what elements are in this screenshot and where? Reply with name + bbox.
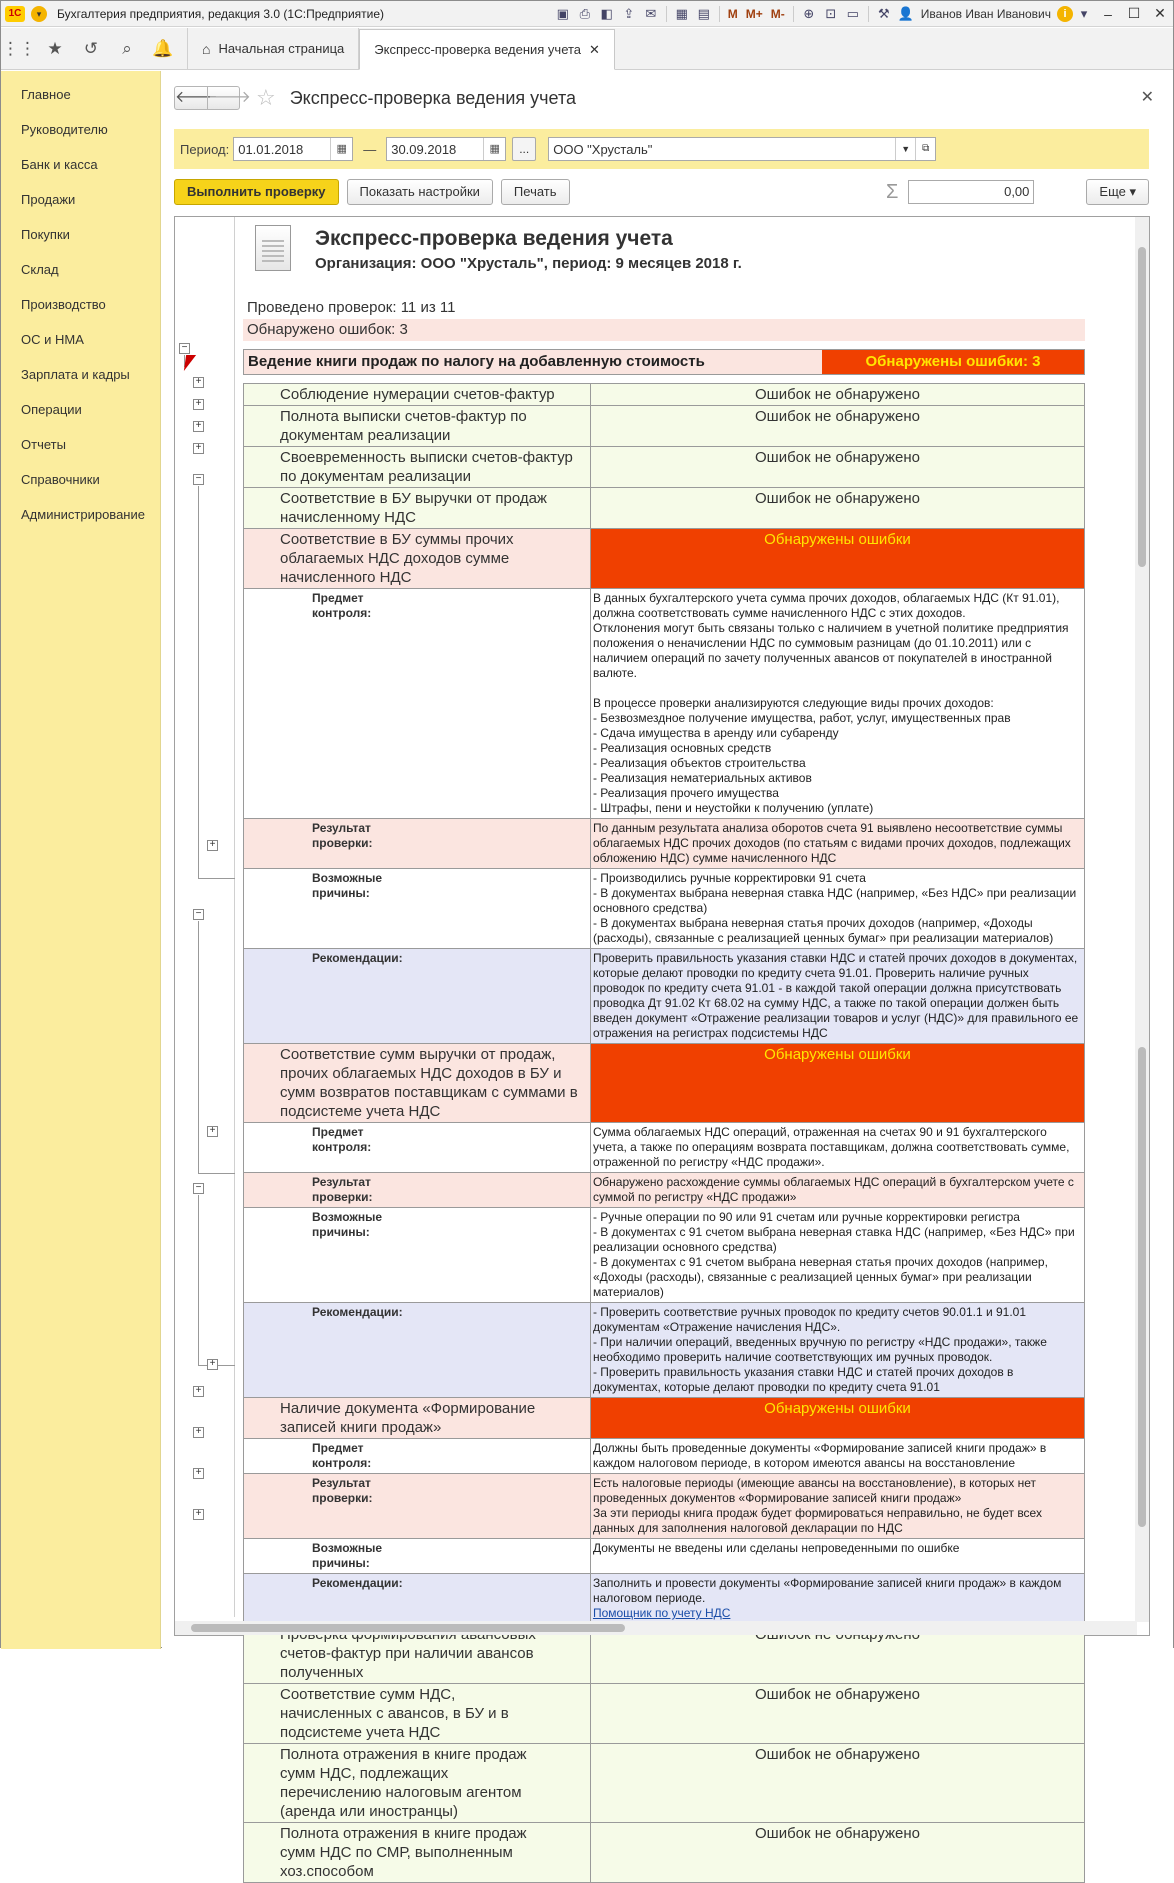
organization-value: ООО "Хрусталь": [553, 141, 653, 157]
check-row[interactable]: [244, 1398, 1085, 1439]
form-header: [174, 83, 1154, 113]
detail-value: Есть налоговые периоды (имеющие авансы на восстановление), в которых нет проведенных документов «Формирование записей книги продаж» За эти периоды книга продаж будет формироваться неправильно, не будет всех данных для заполнения налоговой декларации по НДС: [590, 1474, 1084, 1539]
command-bar: [174, 177, 1149, 207]
expand-icon[interactable]: +: [193, 1386, 204, 1397]
detail-label: Результат проверки:: [244, 1474, 591, 1539]
detail-label: Возможные причины:: [244, 1208, 591, 1303]
detail-value: [590, 1574, 1084, 1624]
show-settings-button[interactable]: Показать настройки: [347, 179, 493, 205]
save-icon[interactable]: ▣: [556, 5, 569, 21]
detail-value: - Ручные операции по 90 или 91 счетам или ручные корректировки регистра - В документах с 91 счетом выбрана неверная ставка НДС (например, «Без НДС» при реализации основного средства) - В документах с 91 счетом выбрана неверная статья прочих доходов (например, «Доходы (расходы), связанные с реализацией ценных бумаг» при реализации материалов): [590, 1208, 1084, 1303]
errors-found: Обнаружено ошибок: 3: [243, 319, 1085, 341]
detail-value: По данным результата анализа оборотов счета 91 выявлено несоответствие суммы облагаемых НДС прочих доходов (по статьям с видами прочих доходов, подлежащих обложению НДС) сумме начисленного НДС: [590, 819, 1084, 869]
sidebar-item-director[interactable]: Руководителю: [21, 122, 108, 137]
detail-value: - Производились ручные корректировки 91 счета - В документах выбрана неверная ставка НДС (например, «Без НДС» при реализации основного средства) - В документах выбрана неверная статья прочих доходов (например, «Доходы (расходы), связанные с реализацией ценных бумаг» при реализации материалов): [590, 869, 1084, 949]
user-icon: 👤: [897, 5, 914, 21]
tab-home-label: Начальная страница: [218, 41, 345, 56]
preview-icon[interactable]: ◧: [600, 5, 613, 21]
check-name: Соответствие в БУ выручки от продаж начисленному НДС: [244, 488, 591, 529]
tab-express-check[interactable]: [359, 29, 615, 70]
page-title: Экспресс-проверка ведения учета: [289, 87, 577, 108]
section-name: Ведение книги продаж по налогу на добавленную стоимость: [244, 350, 822, 374]
check-row[interactable]: [244, 447, 1085, 488]
calculator-icon[interactable]: ▦: [675, 5, 688, 21]
tree-line: [198, 486, 199, 878]
check-row[interactable]: [244, 384, 1085, 406]
check-row[interactable]: [244, 1744, 1085, 1823]
window-title: Бухгалтерия предприятия, редакция 3.0 (1С:Предприятие): [57, 6, 385, 21]
divider: [793, 6, 794, 22]
expand-icon[interactable]: +: [193, 377, 204, 388]
detail-row: [244, 1303, 1085, 1398]
expand-icon[interactable]: +: [193, 1468, 204, 1479]
vertical-scrollbar[interactable]: [1135, 217, 1149, 1622]
sigma-icon: Σ: [886, 180, 899, 203]
tools-icon[interactable]: ⚒: [877, 5, 890, 21]
period-label: Период:: [180, 141, 230, 157]
detail-value: Должны быть проведенные документы «Формирование записей книги продаж» в каждом налоговом периоде, в котором имеются авансы на восстановление: [590, 1439, 1084, 1474]
check-name: Полнота выписки счетов-фактур по документам реализации: [244, 406, 591, 447]
expand-icon[interactable]: +: [193, 1509, 204, 1520]
check-row[interactable]: [244, 406, 1085, 447]
detail-label: Предмет контроля:: [244, 589, 591, 819]
chevron-down-icon[interactable]: ▼: [895, 138, 915, 160]
collapse-icon[interactable]: −: [193, 909, 204, 920]
tree-line: [198, 878, 235, 879]
tree-line: [198, 1173, 235, 1174]
title-bar: [1, 1, 1173, 27]
memory-minus-button[interactable]: M-: [770, 6, 785, 21]
calendar-icon[interactable]: ▤: [697, 5, 710, 21]
detail-value: Документы не введены или сделаны непроведенными по ошибке: [590, 1539, 1084, 1574]
check-name: Своевременность выписки счетов-фактур по документам реализации: [244, 447, 591, 488]
check-row[interactable]: [244, 1044, 1085, 1123]
detail-label: Рекомендации:: [244, 949, 591, 1044]
print-button[interactable]: Печать: [501, 179, 570, 205]
minimize-button[interactable]: –: [1104, 5, 1112, 22]
info-icon[interactable]: i: [1057, 6, 1073, 22]
collapse-icon[interactable]: −: [193, 474, 204, 485]
date-to-value: 30.09.2018: [391, 141, 457, 157]
check-row[interactable]: [244, 1684, 1085, 1744]
calendar-icon[interactable]: ▦: [483, 138, 505, 160]
more-label: Еще: [1099, 184, 1126, 199]
check-status: Ошибок не обнаружено: [590, 406, 1084, 447]
expand-icon[interactable]: +: [193, 399, 204, 410]
expand-icon[interactable]: +: [193, 421, 204, 432]
sidebar-item-admin[interactable]: Администрирование: [21, 507, 145, 522]
detail-row: [244, 589, 1085, 819]
check-status: Ошибок не обнаружено: [590, 1684, 1084, 1744]
sidebar-item-warehouse[interactable]: Склад: [21, 262, 59, 277]
detail-value: Сумма облагаемых НДС операций, отраженная на счетах 90 и 91 бухгалтерского учета, а также по операциям возврата поставщикам, должна соответствовать сумме, отраженной по регистру «НДС продажи».: [590, 1123, 1084, 1173]
period-select-button[interactable]: ...: [512, 137, 536, 161]
history-icon[interactable]: ↺: [83, 38, 99, 58]
check-status: Обнаружены ошибки: [590, 529, 1084, 589]
close-tab-icon[interactable]: ✕: [589, 41, 600, 57]
divider: [719, 6, 720, 22]
detail-row: [244, 869, 1085, 949]
tab-express-check-label: Экспресс-проверка ведения учета: [374, 42, 582, 57]
check-status: Ошибок не обнаружено: [590, 447, 1084, 488]
close-form-icon[interactable]: ✕: [1140, 89, 1154, 106]
chevron-down-icon[interactable]: ▾: [1080, 5, 1088, 21]
check-status: Обнаружены ошибки: [590, 1398, 1084, 1439]
fullscreen-icon[interactable]: ⊡: [825, 5, 837, 21]
checks-table: [243, 383, 1085, 1883]
outline-gutter: [175, 217, 235, 1617]
check-name: Соответствие в БУ суммы прочих облагаемых НДС доходов сумме начисленного НДС: [244, 529, 591, 589]
1c-logo-icon[interactable]: 1С: [5, 6, 25, 22]
forward-arrow-icon[interactable]: 🡒: [207, 87, 239, 109]
open-icon[interactable]: ⧉: [915, 138, 935, 160]
checks-done: Проведено проверок: 11 из 11: [247, 299, 456, 316]
detail-label: Рекомендации:: [244, 1574, 591, 1624]
bell-icon[interactable]: 🔔: [152, 38, 174, 58]
export-icon[interactable]: ⇪: [623, 5, 635, 21]
scroll-thumb[interactable]: [191, 1624, 625, 1632]
check-status: Обнаружены ошибки: [590, 1044, 1084, 1123]
history-nav: [174, 86, 251, 110]
check-status: Ошибок не обнаружено: [590, 488, 1084, 529]
detail-row: [244, 1208, 1085, 1303]
detail-row: [244, 1574, 1085, 1624]
navigation-bar: [1, 28, 1173, 70]
detail-row: [244, 1474, 1085, 1539]
detail-value: Проверить правильность указания ставки НДС и статей прочих доходов в документах, которые делают проводки по кредиту счета 91.01. Проверить наличие ручных проводок по кредиту счета 91.01 - в каждой такой операции должна присутствовать проводка Дт 91.02 Кт 68.02 на сумму НДС, а также по такой операции должен быть введен документ «Отражение реализации товаров и услуг (НДС)» для правильного ее отражения на регистрах подсистемы НДС: [590, 949, 1084, 1044]
check-name: Соблюдение нумерации счетов-фактур: [244, 384, 591, 406]
filter-panel: [174, 129, 1149, 169]
zoom-icon[interactable]: ⊕: [803, 5, 815, 21]
favorite-star-icon[interactable]: ☆: [256, 85, 276, 110]
back-arrow-icon[interactable]: 🡐: [175, 89, 218, 106]
horizontal-scrollbar[interactable]: [175, 1621, 1137, 1635]
print-icon[interactable]: ⎙: [579, 5, 590, 21]
scroll-thumb[interactable]: [1138, 1047, 1146, 1527]
search-icon[interactable]: ⌕: [122, 38, 132, 58]
collapse-icon[interactable]: −: [193, 1183, 204, 1194]
apps-grid-icon[interactable]: ⋮⋮: [2, 38, 36, 58]
detail-label: Результат проверки:: [244, 819, 591, 869]
run-check-button[interactable]: Выполнить проверку: [174, 179, 339, 205]
sum-field[interactable]: 0,00: [908, 180, 1034, 204]
memory-m-button[interactable]: M: [727, 6, 738, 21]
window-icon[interactable]: ▭: [846, 5, 859, 21]
expand-icon[interactable]: +: [207, 840, 218, 851]
check-row[interactable]: [244, 488, 1085, 529]
sidebar-item-reports[interactable]: Отчеты: [21, 437, 66, 452]
close-window-button[interactable]: ✕: [1154, 5, 1166, 21]
check-row[interactable]: [244, 1823, 1085, 1883]
detail-row: [244, 1439, 1085, 1474]
date-from-field[interactable]: [233, 137, 353, 161]
detail-label: Возможные причины:: [244, 869, 591, 949]
detail-value: Обнаружено расхождение суммы облагаемых НДС операций в бухгалтерском учете с суммой по регистру «НДС продажи»: [590, 1173, 1084, 1208]
date-from-value: 01.01.2018: [238, 141, 304, 157]
sidebar-item-assets[interactable]: ОС и НМА: [21, 332, 84, 347]
period-dash: —: [363, 141, 377, 157]
more-button[interactable]: Еще ▾: [1086, 179, 1149, 205]
sidebar-item-directories[interactable]: Справочники: [21, 472, 100, 487]
scroll-thumb[interactable]: [1138, 247, 1146, 567]
detail-label: Рекомендации:: [244, 1303, 591, 1398]
expand-icon[interactable]: +: [193, 1427, 204, 1438]
sidebar-item-bank[interactable]: Банк и касса: [21, 157, 98, 172]
memory-plus-button[interactable]: M+: [745, 6, 763, 21]
report-subtitle: Организация: ООО "Хрусталь", период: 9 месяцев 2018 г.: [315, 255, 742, 272]
home-icon: ⌂: [202, 40, 211, 57]
detail-value: В данных бухгалтерского учета сумма прочих доходов, облагаемых НДС (Кт 91.01), должна соответствовать сумме начисленного НДС с этих доходов. Отклонения могут быть связаны только с наличием в учетной политике предприятия положения о неначислении НДС по суммовым разницам (до 01.10.2011) или с наличием операций по зачету полученных авансов от покупателей в иностранной валюте. В процессе проверки анализируются следующие виды прочих доходов: - Безвозмездное получение имущества, работ, услуг, имущественных прав - Сдача имущества в аренду или субаренду - Реализация основных средств - Реализация объектов строительства - Реализация нематериальных активов - Реализация прочего имущества - Штрафы, пени и неустойки к получению (уплате): [590, 589, 1084, 819]
detail-row: [244, 1539, 1085, 1574]
vat-assistant-link[interactable]: Помощник по учету НДС: [592, 1606, 731, 1620]
collapse-section-icon[interactable]: −: [179, 343, 190, 354]
sidebar: [1, 71, 161, 1649]
tree-line: [198, 921, 199, 1173]
section-header[interactable]: [243, 349, 1085, 375]
sidebar-item-purchases[interactable]: Покупки: [21, 227, 70, 242]
main-area: [162, 71, 1173, 1880]
calendar-icon[interactable]: ▦: [330, 138, 352, 160]
detail-label: Возможные причины:: [244, 1539, 591, 1574]
organization-field[interactable]: [548, 137, 936, 161]
detail-label: Предмет контроля:: [244, 1123, 591, 1173]
sidebar-item-main[interactable]: Главное: [21, 87, 71, 102]
main-menu-icon[interactable]: ▾: [31, 6, 47, 22]
check-name: Соответствие сумм выручки от продаж, прочих облагаемых НДС доходов в БУ и сумм возвратов поставщикам с суммами в подсистеме учета НДС: [244, 1044, 591, 1123]
tree-line: [198, 1195, 199, 1365]
detail-row: [244, 949, 1085, 1044]
detail-label: Результат проверки:: [244, 1173, 591, 1208]
detail-value: - Проверить соответствие ручных проводок по кредиту счетов 90.01.1 и 91.01 документам «Отражение начисления НДС». - При наличии операций, введенных вручную по регистру «НДС продажи», также необходимо проверить наличие соответствующих им ручных проводок. - Проверить правильность указания ставки НДС и статей прочих доходов в документах, которые делают проводки по кредиту счета 91.01: [590, 1303, 1084, 1398]
check-name: счетов-фактур при наличии авансов полученных: [244, 1624, 591, 1684]
check-name: Наличие документа «Формирование записей книги продаж»: [244, 1398, 591, 1439]
divider: [666, 6, 667, 22]
expand-icon[interactable]: +: [193, 443, 204, 454]
sidebar-item-sales[interactable]: Продажи: [21, 192, 76, 207]
mail-icon[interactable]: ✉: [645, 5, 657, 21]
document-icon: [255, 225, 291, 271]
recommendation-text: Заполнить и провести документы «Формирование записей книги продаж» в каждом налоговом периоде.: [592, 1576, 1062, 1605]
check-name: Полнота отражения в книге продаж сумм НДС по СМР, выполненным хоз.способом: [244, 1823, 591, 1883]
sidebar-item-production[interactable]: Производство: [21, 297, 106, 312]
detail-row: [244, 819, 1085, 869]
detail-label: Предмет контроля:: [244, 1439, 591, 1474]
sidebar-item-salary[interactable]: Зарплата и кадры: [21, 367, 130, 382]
maximize-button[interactable]: ☐: [1127, 5, 1141, 21]
expand-icon[interactable]: +: [207, 1359, 218, 1370]
date-to-field[interactable]: [386, 137, 506, 161]
detail-row: [244, 1173, 1085, 1208]
report-document[interactable]: [174, 216, 1150, 1880]
report-header: [243, 217, 1085, 297]
check-status: Ошибок не обнаружено: [590, 1744, 1084, 1823]
check-name: Соответствие сумм НДС, начисленных с авансов, в БУ и в подсистеме учета НДС: [244, 1684, 591, 1744]
check-status: Ошибок не обнаружено: [590, 1823, 1084, 1883]
expand-icon[interactable]: +: [207, 1126, 218, 1137]
divider: [868, 6, 869, 22]
user-name[interactable]: Иванов Иван Иванович: [920, 6, 1051, 21]
check-status: Ошибок не обнаружено: [590, 384, 1084, 406]
report-title: Экспресс-проверка ведения учета: [315, 227, 673, 250]
check-name: Полнота отражения в книге продаж сумм НДС, подлежащих перечислению налоговым агентом (аренда или иностранцы): [244, 1744, 591, 1823]
detail-row: [244, 1123, 1085, 1173]
check-row[interactable]: [244, 529, 1085, 589]
tab-home[interactable]: [187, 28, 359, 69]
section-status: Обнаружены ошибки: 3: [822, 350, 1084, 374]
favorites-star-icon[interactable]: ★: [47, 38, 63, 58]
sidebar-item-operations[interactable]: Операции: [21, 402, 82, 417]
